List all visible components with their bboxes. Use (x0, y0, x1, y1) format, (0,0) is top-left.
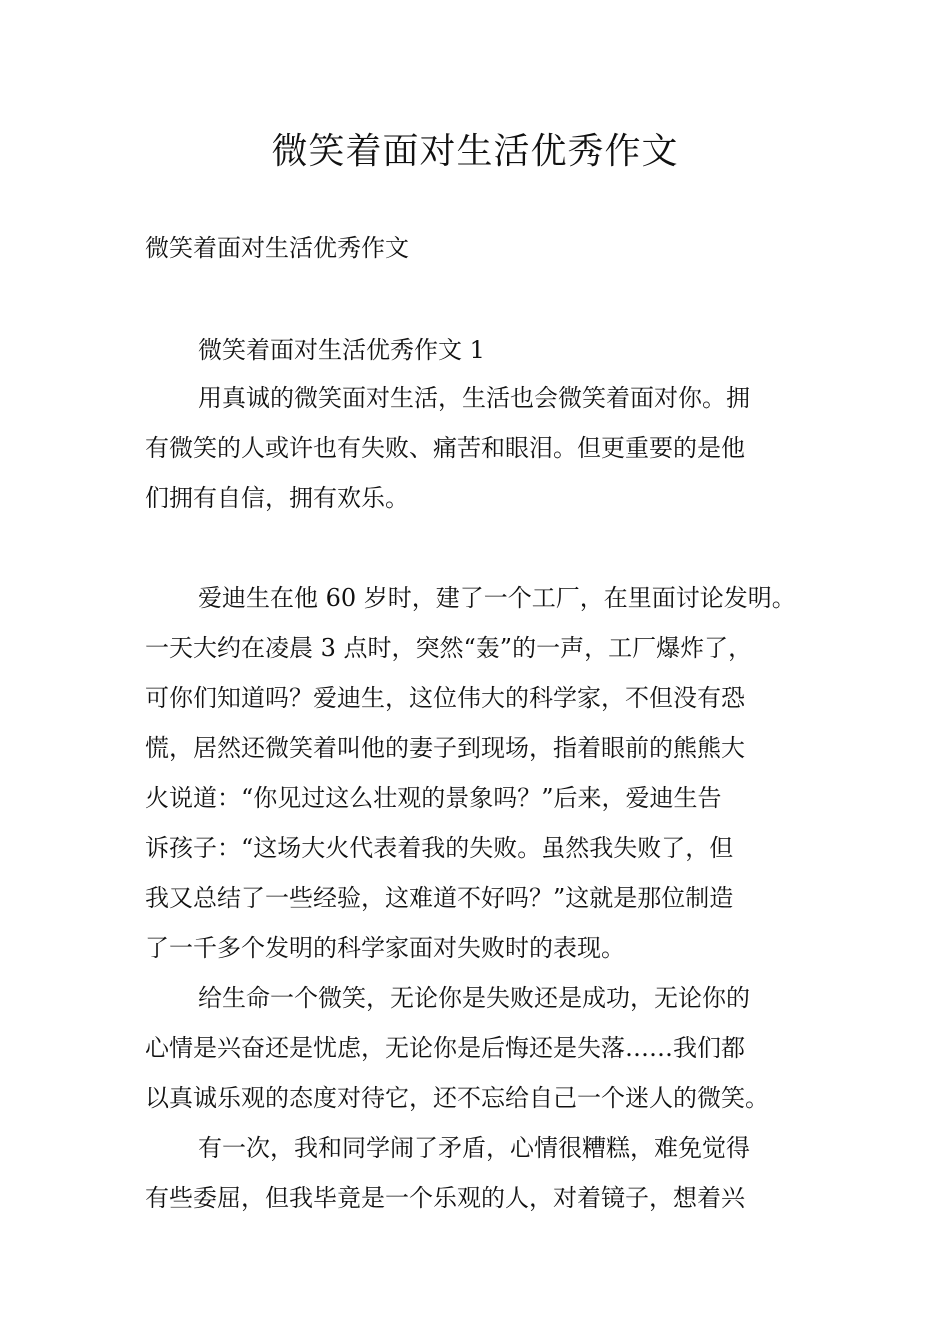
document-title: 微笑着面对生活优秀作文 (271, 131, 679, 172)
paragraph-2-line-4: 慌，居然还微笑着叫他的妻子到现场，指着眼前的熊熊大 (145, 734, 745, 762)
paragraph-3-line-3: 以真诚乐观的态度对待它，还不忘给自己一个迷人的微笑。 (145, 1084, 769, 1112)
paragraph-3-line-2: 心情是兴奋还是忧虑，无论你是后悔还是失落……我们都 (145, 1034, 745, 1062)
paragraph-2-line-7: 我又总结了一些经验，这难道不好吗？”这就是那位制造 (145, 884, 734, 912)
paragraph-2-line-1: 爱迪生在他 60 岁时，建了一个工厂，在里面讨论发明。 (198, 584, 796, 612)
paragraph-2-line-8: 了一千多个发明的科学家面对失败时的表现。 (145, 934, 625, 962)
section-heading: 微笑着面对生活优秀作文 1 (198, 336, 485, 364)
paragraph-2-line-5: 火说道：“你见过这么壮观的景象吗？”后来，爱迪生告 (145, 784, 722, 812)
paragraph-1-line-2: 有微笑的人或许也有失败、痛苦和眼泪。但更重要的是他 (145, 434, 745, 462)
document-subtitle: 微笑着面对生活优秀作文 (145, 234, 409, 262)
paragraph-2-line-6: 诉孩子：“这场大火代表着我的失败。虽然我失败了，但 (145, 834, 734, 862)
paragraph-2-line-2: 一天大约在凌晨 3 点时，突然“轰”的一声，工厂爆炸了， (145, 634, 753, 662)
paragraph-4-line-1: 有一次，我和同学闹了矛盾，心情很糟糕，难免觉得 (198, 1134, 750, 1162)
paragraph-4-line-2: 有些委屈，但我毕竟是一个乐观的人，对着镜子，想着兴 (145, 1184, 745, 1212)
paragraph-1-line-3: 们拥有自信，拥有欢乐。 (145, 484, 409, 512)
paragraph-1-line-1: 用真诚的微笑面对生活，生活也会微笑着面对你。拥 (198, 384, 750, 412)
paragraph-2-line-3: 可你们知道吗？爱迪生，这位伟大的科学家，不但没有恐 (145, 684, 745, 712)
paragraph-3-line-1: 给生命一个微笑，无论你是失败还是成功，无论你的 (198, 984, 750, 1012)
